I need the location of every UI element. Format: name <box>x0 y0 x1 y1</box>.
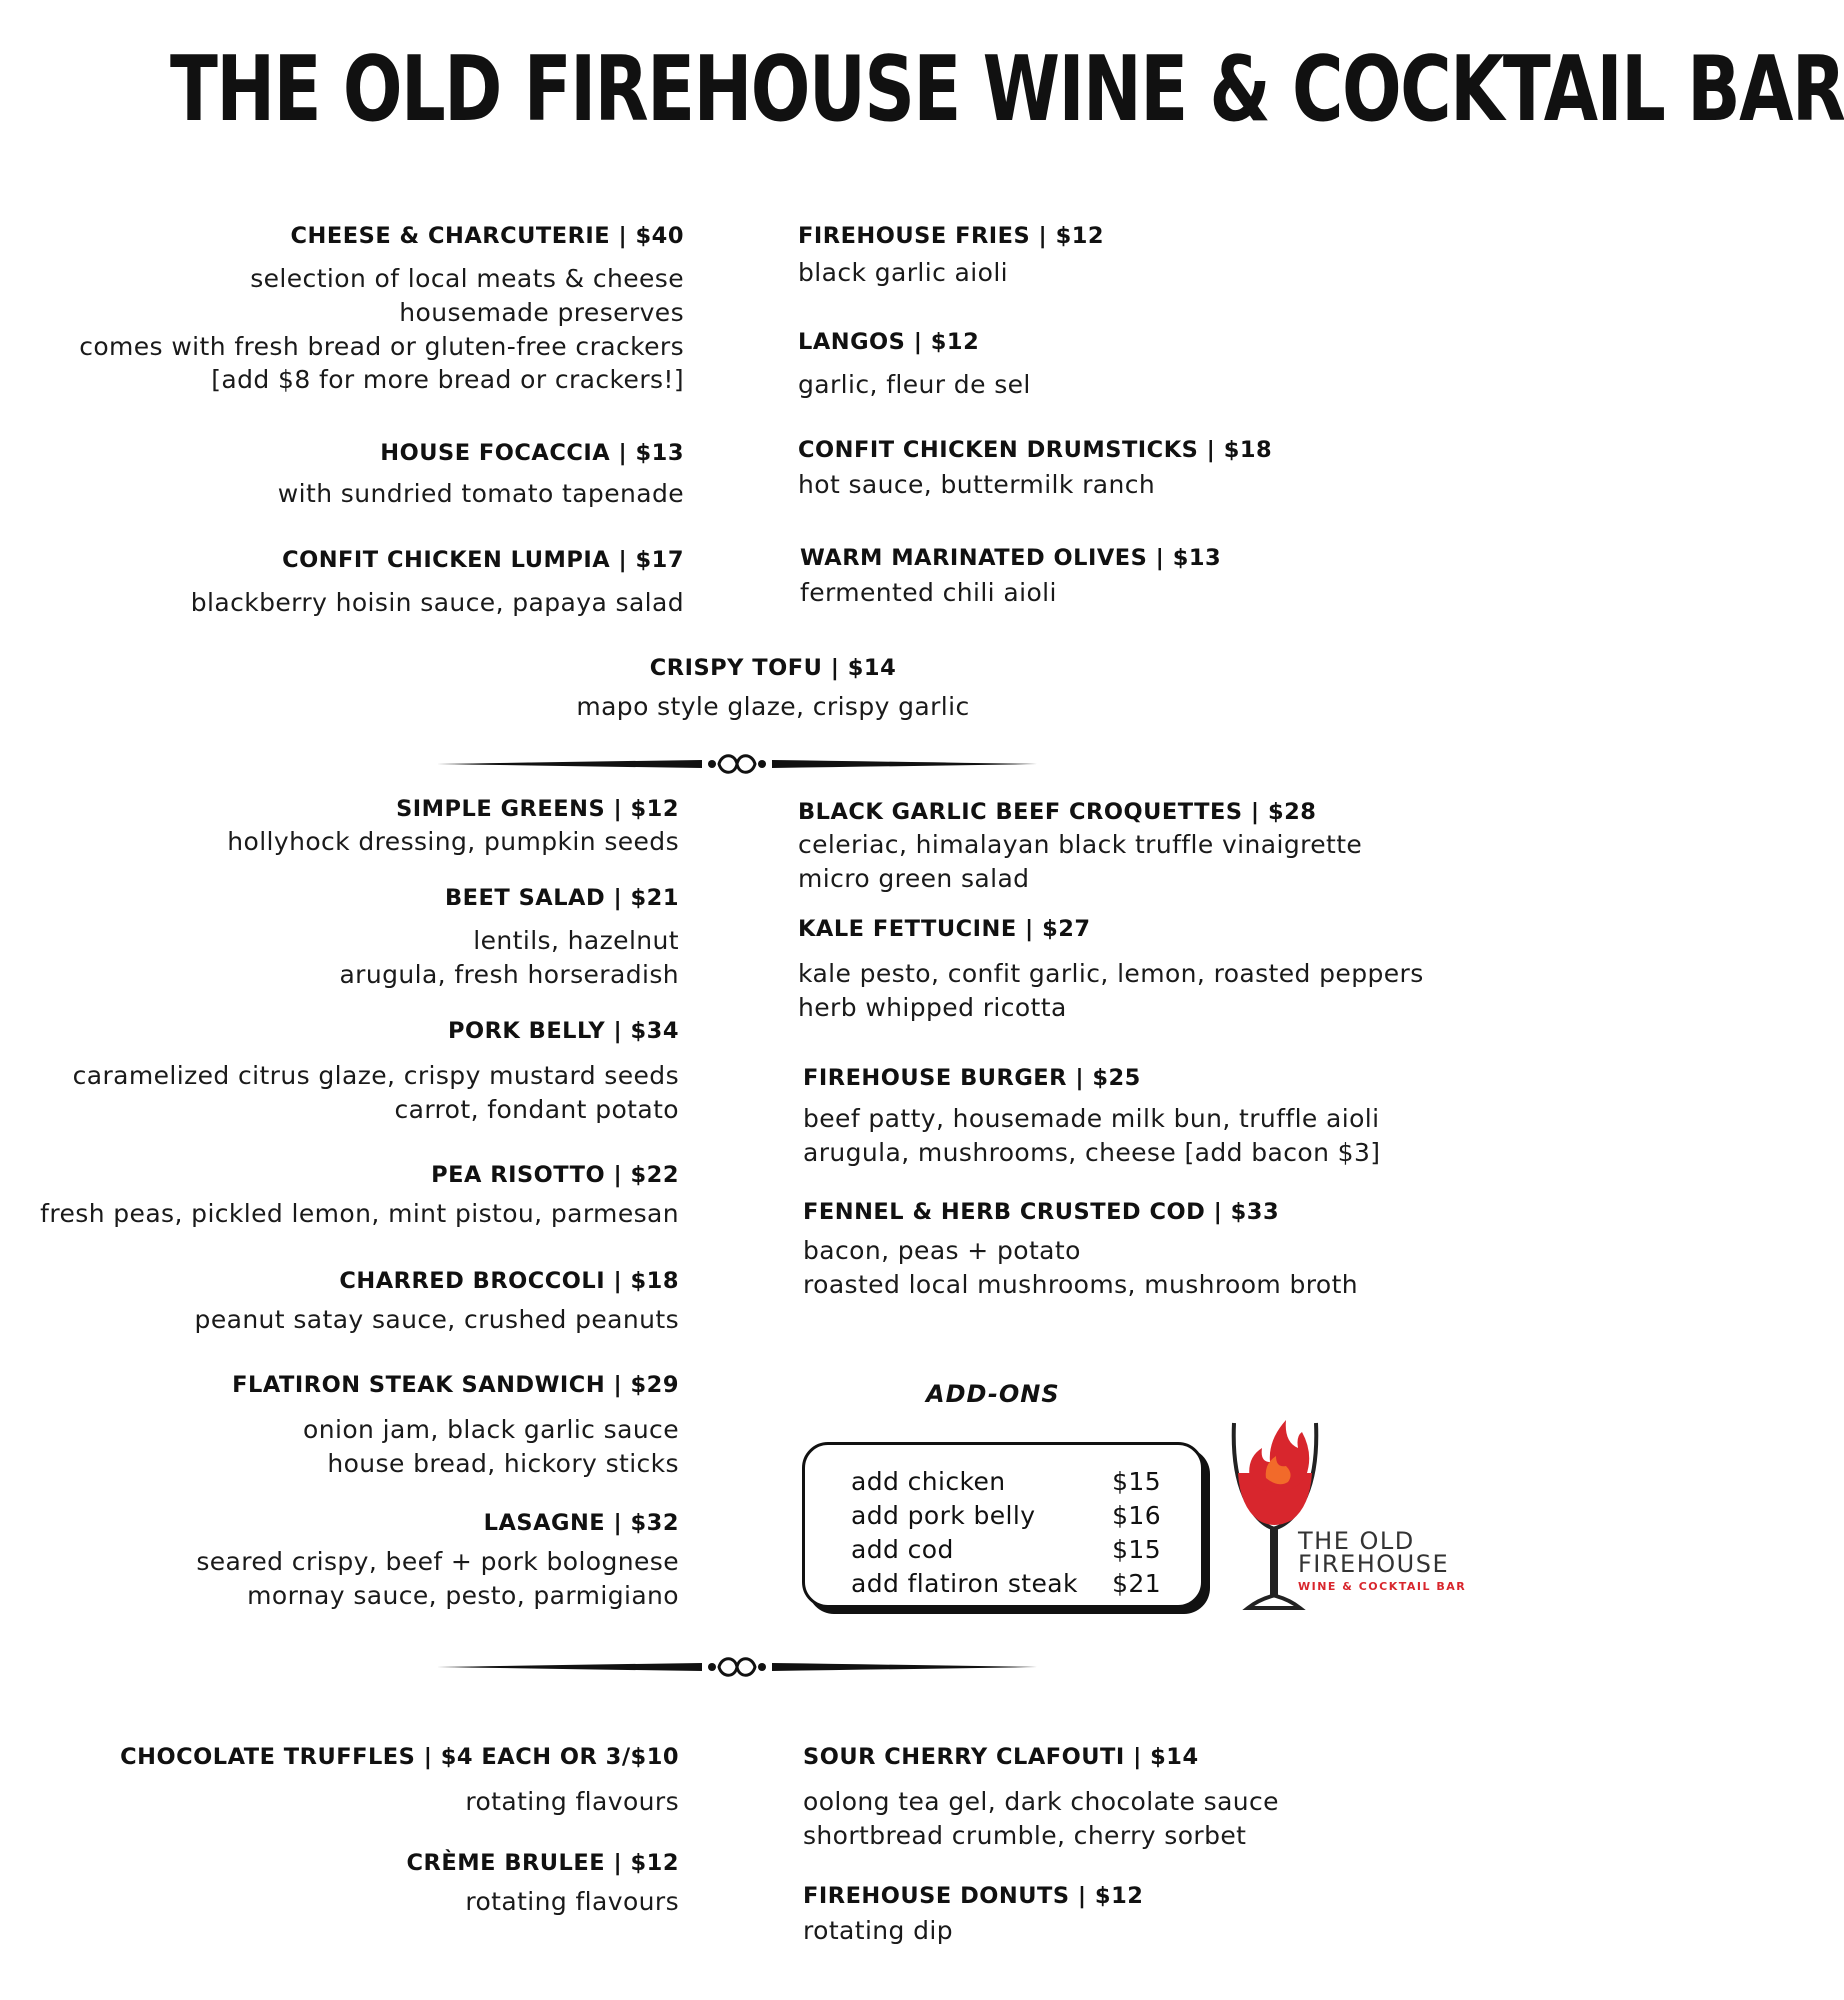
menu-item-name: HOUSE FOCACCIA | $13 <box>380 440 684 466</box>
logo-name-line2: FIREHOUSE <box>1298 1550 1450 1578</box>
menu-item-name: PEA RISOTTO | $22 <box>431 1162 679 1188</box>
menu-item-name: WARM MARINATED OLIVES | $13 <box>800 545 1222 571</box>
menu-item-name: FLATIRON STEAK SANDWICH | $29 <box>232 1372 679 1398</box>
logo-tagline: WINE & COCKTAIL BAR <box>1298 1580 1467 1593</box>
menu-item-name: CHARRED BROCCOLI | $18 <box>339 1268 679 1294</box>
menu-item-desc: hot sauce, buttermilk ranch <box>798 470 1156 500</box>
menu-item-name: FIREHOUSE BURGER | $25 <box>803 1065 1141 1091</box>
starters-right-item <box>798 222 1104 290</box>
menu-item-desc: with sundried tomato tapenade <box>277 479 684 509</box>
menu-item-name: LANGOS | $12 <box>798 329 980 355</box>
starters-center-item <box>473 654 1073 724</box>
addons-box <box>802 1442 1204 1608</box>
menu-item-name: SIMPLE GREENS | $12 <box>396 796 679 822</box>
addon-label: add flatiron steak <box>851 1569 1078 1598</box>
addon-label: add cod <box>851 1535 954 1564</box>
logo-name <box>1298 1527 1450 1578</box>
menu-item-name: CHEESE & CHARCUTERIE | $40 <box>290 223 684 249</box>
menu-item-desc: selection of local meats & cheese housemade preserves comes with fresh bread or gluten-free crackers [add $8 for more bread or crackers!] <box>79 264 684 395</box>
menu-item-desc: peanut satay sauce, crushed peanuts <box>194 1305 679 1335</box>
menu-item-name: SOUR CHERRY CLAFOUTI | $14 <box>803 1744 1199 1770</box>
addon-price: $21 <box>1112 1569 1161 1598</box>
menu-item-name: CHOCOLATE TRUFFLES | $4 EACH OR 3/$10 <box>120 1744 679 1770</box>
addon-label: add chicken <box>851 1467 1006 1496</box>
menu-item-desc: oolong tea gel, dark chocolate sauce shortbread crumble, cherry sorbet <box>803 1787 1279 1850</box>
menu-item-name: FIREHOUSE DONUTS | $12 <box>803 1883 1144 1909</box>
mains-left-item <box>196 1509 679 1613</box>
starters-left-item <box>278 439 684 511</box>
menu-item-name: KALE FETTUCINE | $27 <box>798 916 1091 942</box>
starters-right-item <box>798 436 1272 502</box>
menu-item-desc: seared crispy, beef + pork bolognese mornay sauce, pesto, parmigiano <box>196 1547 679 1610</box>
menu-item-desc: onion jam, black garlic sauce house bread, hickory sticks <box>303 1415 679 1478</box>
mains-left-item <box>232 1371 679 1481</box>
addons-title: ADD-ONS <box>926 1380 1060 1408</box>
menu-item-name: CRISPY TOFU | $14 <box>649 655 897 681</box>
menu-item-desc: black garlic aioli <box>798 258 1009 288</box>
addon-price: $15 <box>1112 1467 1161 1496</box>
addon-price: $16 <box>1112 1501 1161 1530</box>
menu-item-desc: beef patty, housemade milk bun, truffle aioli arugula, mushrooms, cheese [add bacon $3] <box>803 1104 1381 1167</box>
menu-item-desc: fermented chili aioli <box>800 578 1057 608</box>
desserts-left-item <box>407 1849 679 1919</box>
addon-row <box>851 1465 1161 1499</box>
mains-left-item <box>227 795 679 859</box>
ornament-divider <box>437 1652 1037 1682</box>
mains-left-item <box>40 1161 679 1231</box>
starters-right-item <box>798 328 1031 402</box>
desserts-right-item <box>803 1882 1143 1948</box>
ornament-divider <box>437 749 1037 779</box>
menu-item-desc: garlic, fleur de sel <box>798 370 1031 400</box>
mains-right-item <box>803 1064 1380 1170</box>
menu-item-name: LASAGNE | $32 <box>483 1510 679 1536</box>
addon-row <box>851 1499 1161 1533</box>
mains-left-item <box>339 884 679 992</box>
mains-right-item <box>798 798 1362 896</box>
menu-item-name: FIREHOUSE FRIES | $12 <box>798 223 1105 249</box>
menu-item-desc: hollyhock dressing, pumpkin seeds <box>227 827 679 857</box>
desserts-right-item <box>803 1743 1279 1853</box>
mains-left-item <box>73 1017 679 1127</box>
menu-item-desc: caramelized citrus glaze, crispy mustard seeds carrot, fondant potato <box>72 1061 679 1124</box>
menu-item-name: BEET SALAD | $21 <box>445 885 679 911</box>
page-title: THE OLD FIREHOUSE WINE & COCKTAIL BAR <box>170 37 1844 142</box>
menu-item-name: BLACK GARLIC BEEF CROQUETTES | $28 <box>798 799 1317 825</box>
menu-item-desc: rotating flavours <box>465 1787 679 1817</box>
menu-item-desc: kale pesto, confit garlic, lemon, roasted peppers herb whipped ricotta <box>798 959 1424 1022</box>
starters-left-item <box>79 222 684 397</box>
menu-item-name: PORK BELLY | $34 <box>447 1018 679 1044</box>
addon-price: $15 <box>1112 1535 1161 1564</box>
menu-item-desc: blackberry hoisin sauce, papaya salad <box>190 588 684 618</box>
menu-item-desc: mapo style glaze, crispy garlic <box>576 692 970 722</box>
mains-right-item <box>798 915 1424 1025</box>
menu-item-name: CRÈME BRULEE | $12 <box>406 1850 679 1876</box>
addon-label: add pork belly <box>851 1501 1036 1530</box>
mains-left-item <box>195 1267 679 1337</box>
menu-item-desc: rotating dip <box>803 1916 954 1946</box>
menu-item-name: CONFIT CHICKEN LUMPIA | $17 <box>282 547 684 573</box>
menu-item-desc: fresh peas, pickled lemon, mint pistou, parmesan <box>40 1199 679 1229</box>
menu-item-desc: celeriac, himalayan black truffle vinaigrette micro green salad <box>798 830 1363 893</box>
addon-row <box>851 1533 1161 1567</box>
starters-right-item <box>800 544 1221 610</box>
logo-name-line1: THE OLD <box>1298 1527 1415 1555</box>
menu-item-desc: rotating flavours <box>465 1887 679 1917</box>
starters-left-item <box>191 546 684 620</box>
menu-item-desc: bacon, peas + potato roasted local mushrooms, mushroom broth <box>803 1236 1359 1299</box>
menu-item-name: CONFIT CHICKEN DRUMSTICKS | $18 <box>798 437 1273 463</box>
menu-item-name: FENNEL & HERB CRUSTED COD | $33 <box>803 1199 1280 1225</box>
menu-item-desc: lentils, hazelnut arugula, fresh horseradish <box>339 926 679 989</box>
desserts-left-item <box>120 1743 679 1819</box>
addon-row <box>851 1567 1161 1601</box>
mains-right-item <box>803 1198 1358 1302</box>
